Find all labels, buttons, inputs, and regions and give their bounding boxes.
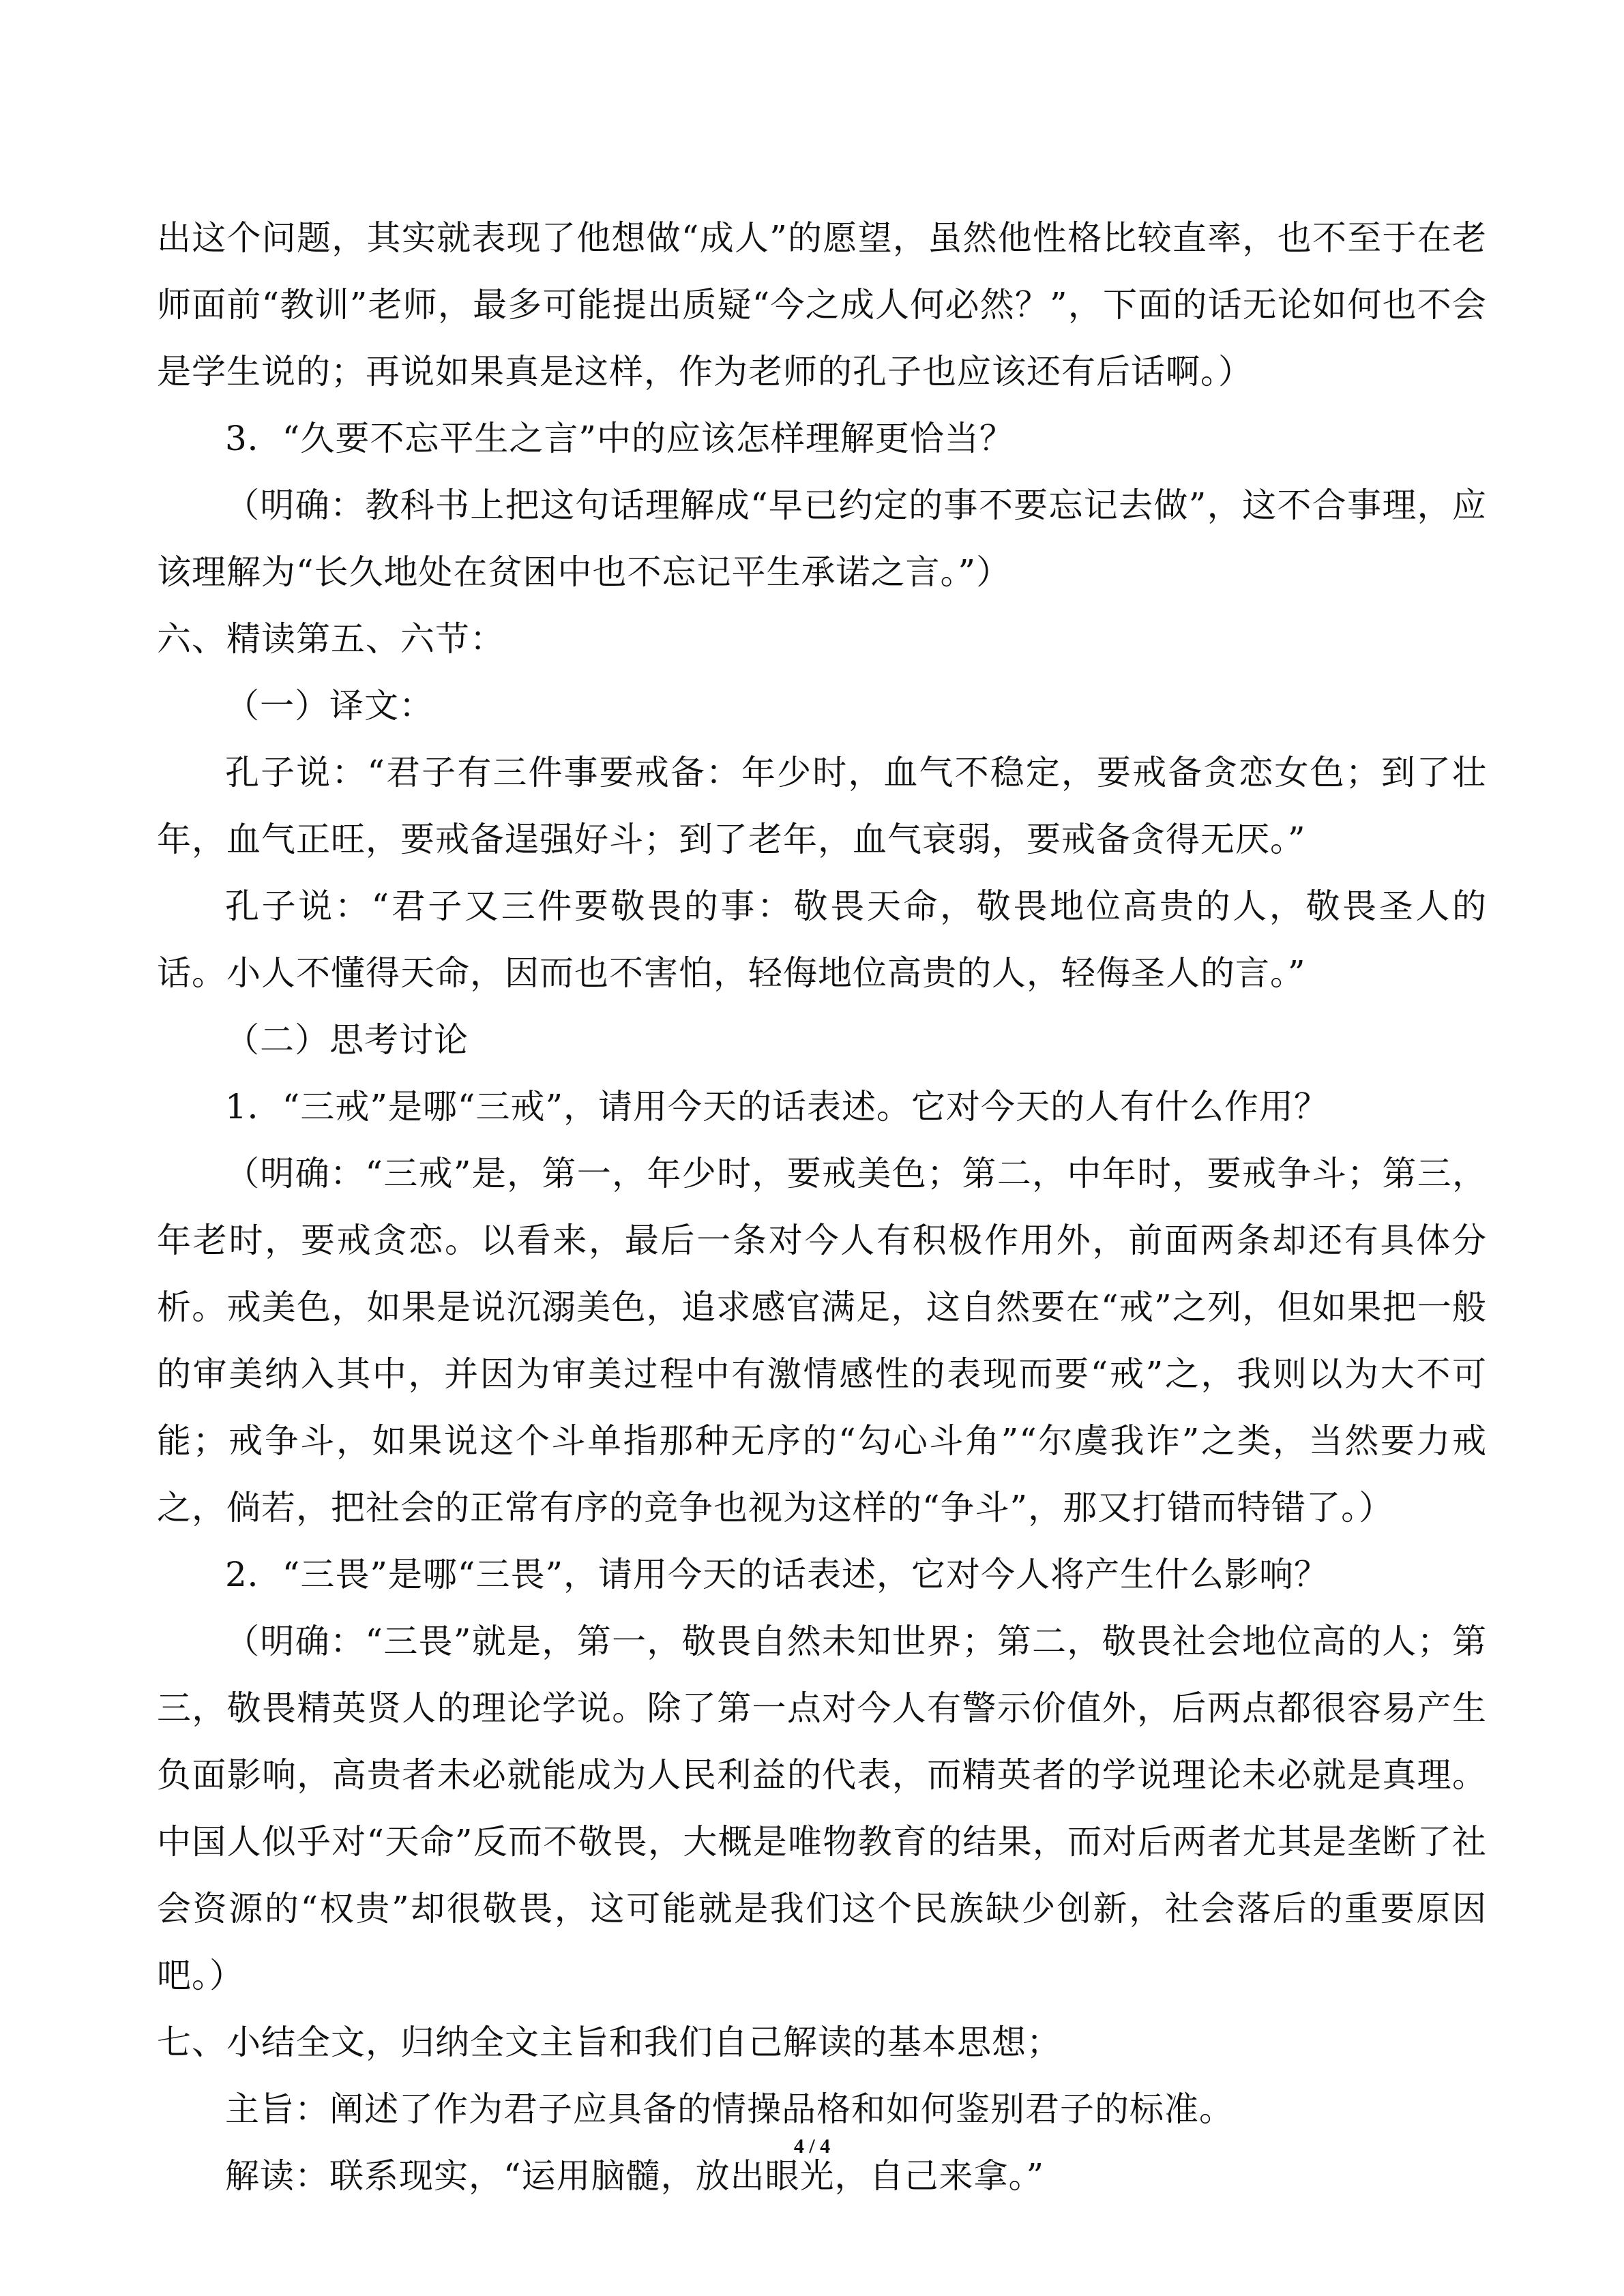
question-sanwei: 2．“三畏”是哪“三畏”，请用今天的话表述，它对今人将产生什么影响？ — [225, 1555, 1329, 1594]
subheading-translation: （一）译文： — [225, 686, 434, 726]
answer-3: （明确：教科书上把这句话理解成“早已约定的事不要忘记去做”，这不合事理，应该理解为“长久地处在贫困中也不忘记平生承诺之言。”） — [157, 486, 1487, 592]
answer-sanjie: （明确：“三戒”是，第一，年少时，要戒美色；第二，中年时，要戒争斗；第三，年老时，要戒贪恋。以看来，最后一条对今人有积极作用外，前面两条却还有具体分析。戒美色，如果是说沉溺美色，追求感官满足，这自然要在“戒”之列，但如果把一般的审美纳入其中，并因为审美过程中有激情感性的表现而要“戒”之，我则以为大不可能；戒争斗，如果说这个斗单指那种无序的“勾心斗角”“尔虞我诈”之类，当然要力戒之，倘若，把社会的正常有序的竞争也视为这样的“争斗”，那又打错而特错了。） — [157, 1154, 1487, 1527]
translation-paragraph-1: 孔子说：“君子有三件事要戒备：年少时，血气不稳定，要戒备贪恋女色；到了壮年，血气正旺，要戒备逞强好斗；到了老年，血气衰弱，要戒备贪得无厌。” — [157, 753, 1487, 859]
question-3: 3．“久要不忘平生之言”中的应该怎样理解更恰当？ — [225, 419, 1014, 458]
paragraph-continuation: 出这个问题，其实就表现了他想做“成人”的愿望，虽然他性格比较直率，也不至于在老师面前“教训”老师，最多可能提出质疑“今之成人何必然？”，下面的话无论如何也不会是学生说的；再说如果真是这样，作为老师的孔子也应该还有后话啊。） — [157, 218, 1487, 391]
subheading-discussion: （二）思考讨论 — [225, 1020, 469, 1060]
summary-theme: 主旨：阐述了作为君子应具备的情操品格和如何鉴别君子的标准。 — [225, 2089, 1234, 2129]
document-body — [157, 205, 1487, 2209]
summary-interpretation: 解读：联系现实，“运用脑髓，放出眼光，自己来拿。” — [225, 2156, 1045, 2196]
page-number: 4 / 4 — [793, 2135, 831, 2158]
answer-sanwei: （明确：“三畏”就是，第一，敬畏自然未知世界；第二，敬畏社会地位高的人；第三，敬畏精英贤人的理论学说。除了第一点对今人有警示价值外，后两点都很容易产生负面影响，高贵者未必就能成为人民利益的代表，而精英者的学说理论未必就是真理。中国人似乎对“天命”反而不敬畏，大概是唯物教育的结果，而对后两者尤其是垄断了社会资源的“权贵”却很敬畏，这可能就是我们这个民族缺少创新，社会落后的重要原因吧。） — [157, 1622, 1487, 1995]
question-sanjie: 1．“三戒”是哪“三戒”，请用今天的话表述。它对今天的人有什么作用？ — [225, 1087, 1329, 1127]
section-heading-7: 七、小结全文，归纳全文主旨和我们自己解读的基本思想； — [157, 2023, 1061, 2062]
translation-paragraph-2: 孔子说：“君子又三件要敬畏的事：敬畏天命，敬畏地位高贵的人，敬畏圣人的话。小人不懂得天命，因而也不害怕，轻侮地位高贵的人，轻侮圣人的言。” — [157, 886, 1487, 993]
section-heading-6: 六、精读第五、六节： — [157, 619, 505, 659]
